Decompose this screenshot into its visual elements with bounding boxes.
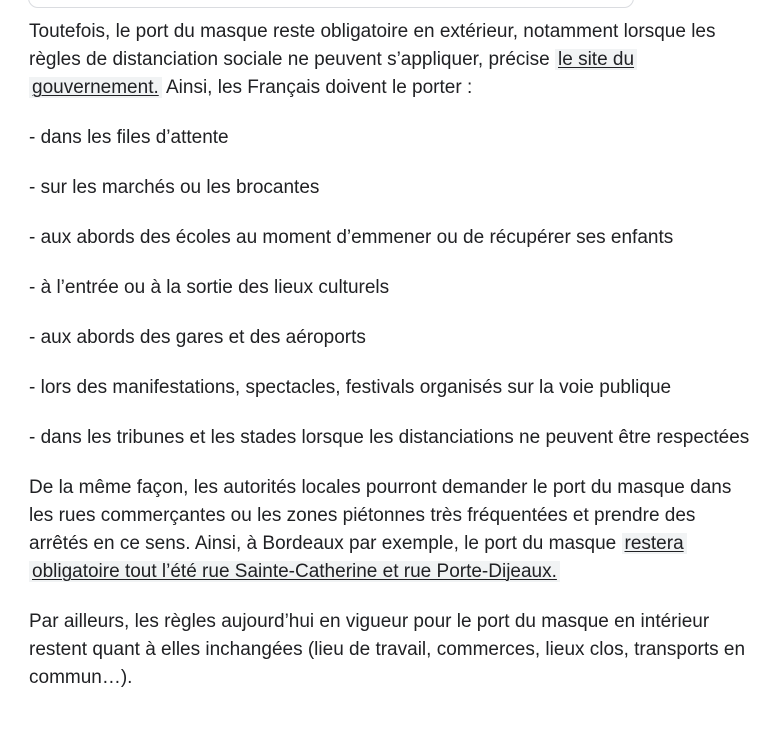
list-item: - dans les files d’attente xyxy=(29,127,229,148)
intro-text: Toutefois, le port du masque reste obligatoire en extérieur, notamment lorsque les règles de distanciation sociale ne peuvent s’appliquer, précise xyxy=(29,21,716,70)
local-authorities-paragraph xyxy=(29,474,757,586)
government-site-link[interactable]: le site du xyxy=(555,49,637,70)
list-item: - aux abords des écoles au moment d’emmener ou de récupérer ses enfants xyxy=(29,227,674,248)
list-item: - dans les tribunes et les stades lorsque les distanciations ne peuvent être respectées xyxy=(29,427,750,448)
article-body xyxy=(29,18,757,714)
embedded-card-edge xyxy=(28,0,634,8)
bordeaux-link[interactable]: restera xyxy=(622,533,687,554)
list-item: - aux abords des gares et des aéroports xyxy=(29,327,366,348)
local-text: De la même façon, les autorités locales pourront demander le port du masque dans les rues commerçantes ou les zones piétonnes très fréquentées et prendre des arrêtés en ce sens. Ainsi, à Bordeaux par exemple, le port du masque xyxy=(29,477,732,554)
list-item: - lors des manifestations, spectacles, festivals organisés sur la voie publique xyxy=(29,377,672,398)
list-item: - à l’entrée ou à la sortie des lieux culturels xyxy=(29,277,390,298)
government-site-link-cont[interactable]: gouvernement. xyxy=(29,77,162,98)
bordeaux-link-cont[interactable]: obligatoire tout l’été rue Sainte-Catherine et rue Porte-Dijeaux. xyxy=(29,561,560,582)
list-item: - sur les marchés ou les brocantes xyxy=(29,177,320,198)
closing-paragraph: Par ailleurs, les règles aujourd’hui en vigueur pour le port du masque en intérieur restent quant à elles inchangées (lieu de travail, commerces, lieux clos, transports en commun…). xyxy=(29,611,746,688)
intro-paragraph xyxy=(29,18,757,102)
intro-text-after: Ainsi, les Français doivent le porter : xyxy=(161,77,473,98)
